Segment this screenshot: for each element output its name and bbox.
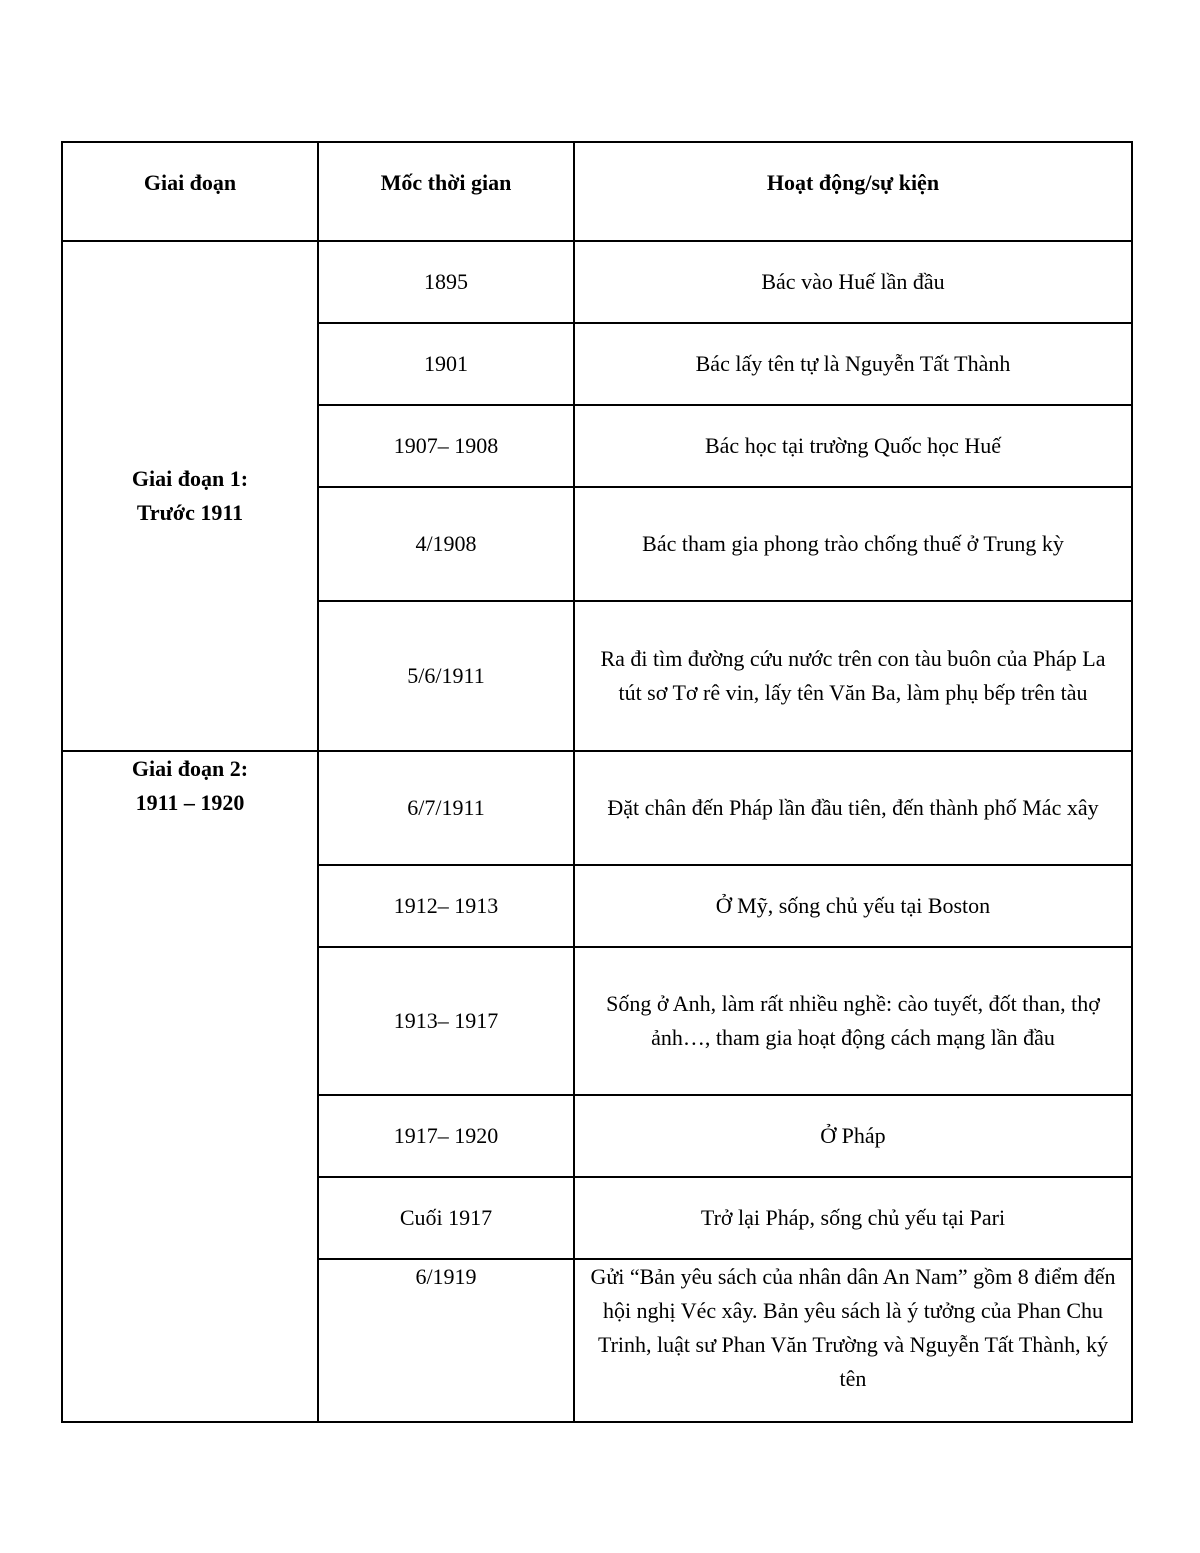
header-stage: Giai đoạn	[62, 142, 318, 241]
header-time: Mốc thời gian	[318, 142, 574, 241]
event-cell: Ra đi tìm đường cứu nước trên con tàu buôn của Pháp La tút sơ Tơ rê vin, lấy tên Văn Ba, làm phụ bếp trên tàu	[574, 601, 1132, 751]
header-row	[62, 142, 1132, 241]
event-cell: Ở Mỹ, sống chủ yếu tại Boston	[574, 865, 1132, 947]
event-cell: Sống ở Anh, làm rất nhiều nghề: cào tuyết, đốt than, thợ ảnh…, tham gia hoạt động cách mạng lần đầu	[574, 947, 1132, 1095]
stage-label-line2: Trước 1911	[136, 500, 244, 525]
event-cell: Bác tham gia phong trào chống thuế ở Trung kỳ	[574, 487, 1132, 601]
time-cell: 1912– 1913	[318, 865, 574, 947]
event-cell: Bác lấy tên tự là Nguyễn Tất Thành	[574, 323, 1132, 405]
time-cell: 5/6/1911	[318, 601, 574, 751]
event-cell: Ở Pháp	[574, 1095, 1132, 1177]
time-cell: 6/7/1911	[318, 751, 574, 865]
header-event: Hoạt động/sự kiện	[574, 142, 1132, 241]
event-cell: Trở lại Pháp, sống chủ yếu tại Pari	[574, 1177, 1132, 1259]
time-cell: 1901	[318, 323, 574, 405]
event-cell: Gửi “Bản yêu sách của nhân dân An Nam” gồm 8 điểm đến hội nghị Véc xây. Bản yêu sách là ý tưởng của Phan Chu Trinh, luật sư Phan Văn Trường và Nguyễn Tất Thành, ký tên	[574, 1259, 1132, 1422]
time-cell: 6/1919	[318, 1259, 574, 1422]
time-cell: Cuối 1917	[318, 1177, 574, 1259]
table-row	[62, 751, 1132, 865]
time-cell: 1913– 1917	[318, 947, 574, 1095]
stage-label-line1: Giai đoạn 1:	[131, 466, 249, 491]
time-cell: 1895	[318, 241, 574, 323]
timeline-table	[61, 141, 1133, 1423]
stage-2-cell	[62, 751, 318, 1422]
stage-label-line1: Giai đoạn 2:	[131, 756, 249, 781]
time-cell: 4/1908	[318, 487, 574, 601]
stage-label-line2: 1911 – 1920	[135, 790, 245, 815]
event-cell: Đặt chân đến Pháp lần đầu tiên, đến thành phố Mác xây	[574, 751, 1132, 865]
stage-1-cell	[62, 241, 318, 751]
time-cell: 1917– 1920	[318, 1095, 574, 1177]
event-cell: Bác học tại trường Quốc học Huế	[574, 405, 1132, 487]
event-cell: Bác vào Huế lần đầu	[574, 241, 1132, 323]
table-row	[62, 241, 1132, 323]
time-cell: 1907– 1908	[318, 405, 574, 487]
